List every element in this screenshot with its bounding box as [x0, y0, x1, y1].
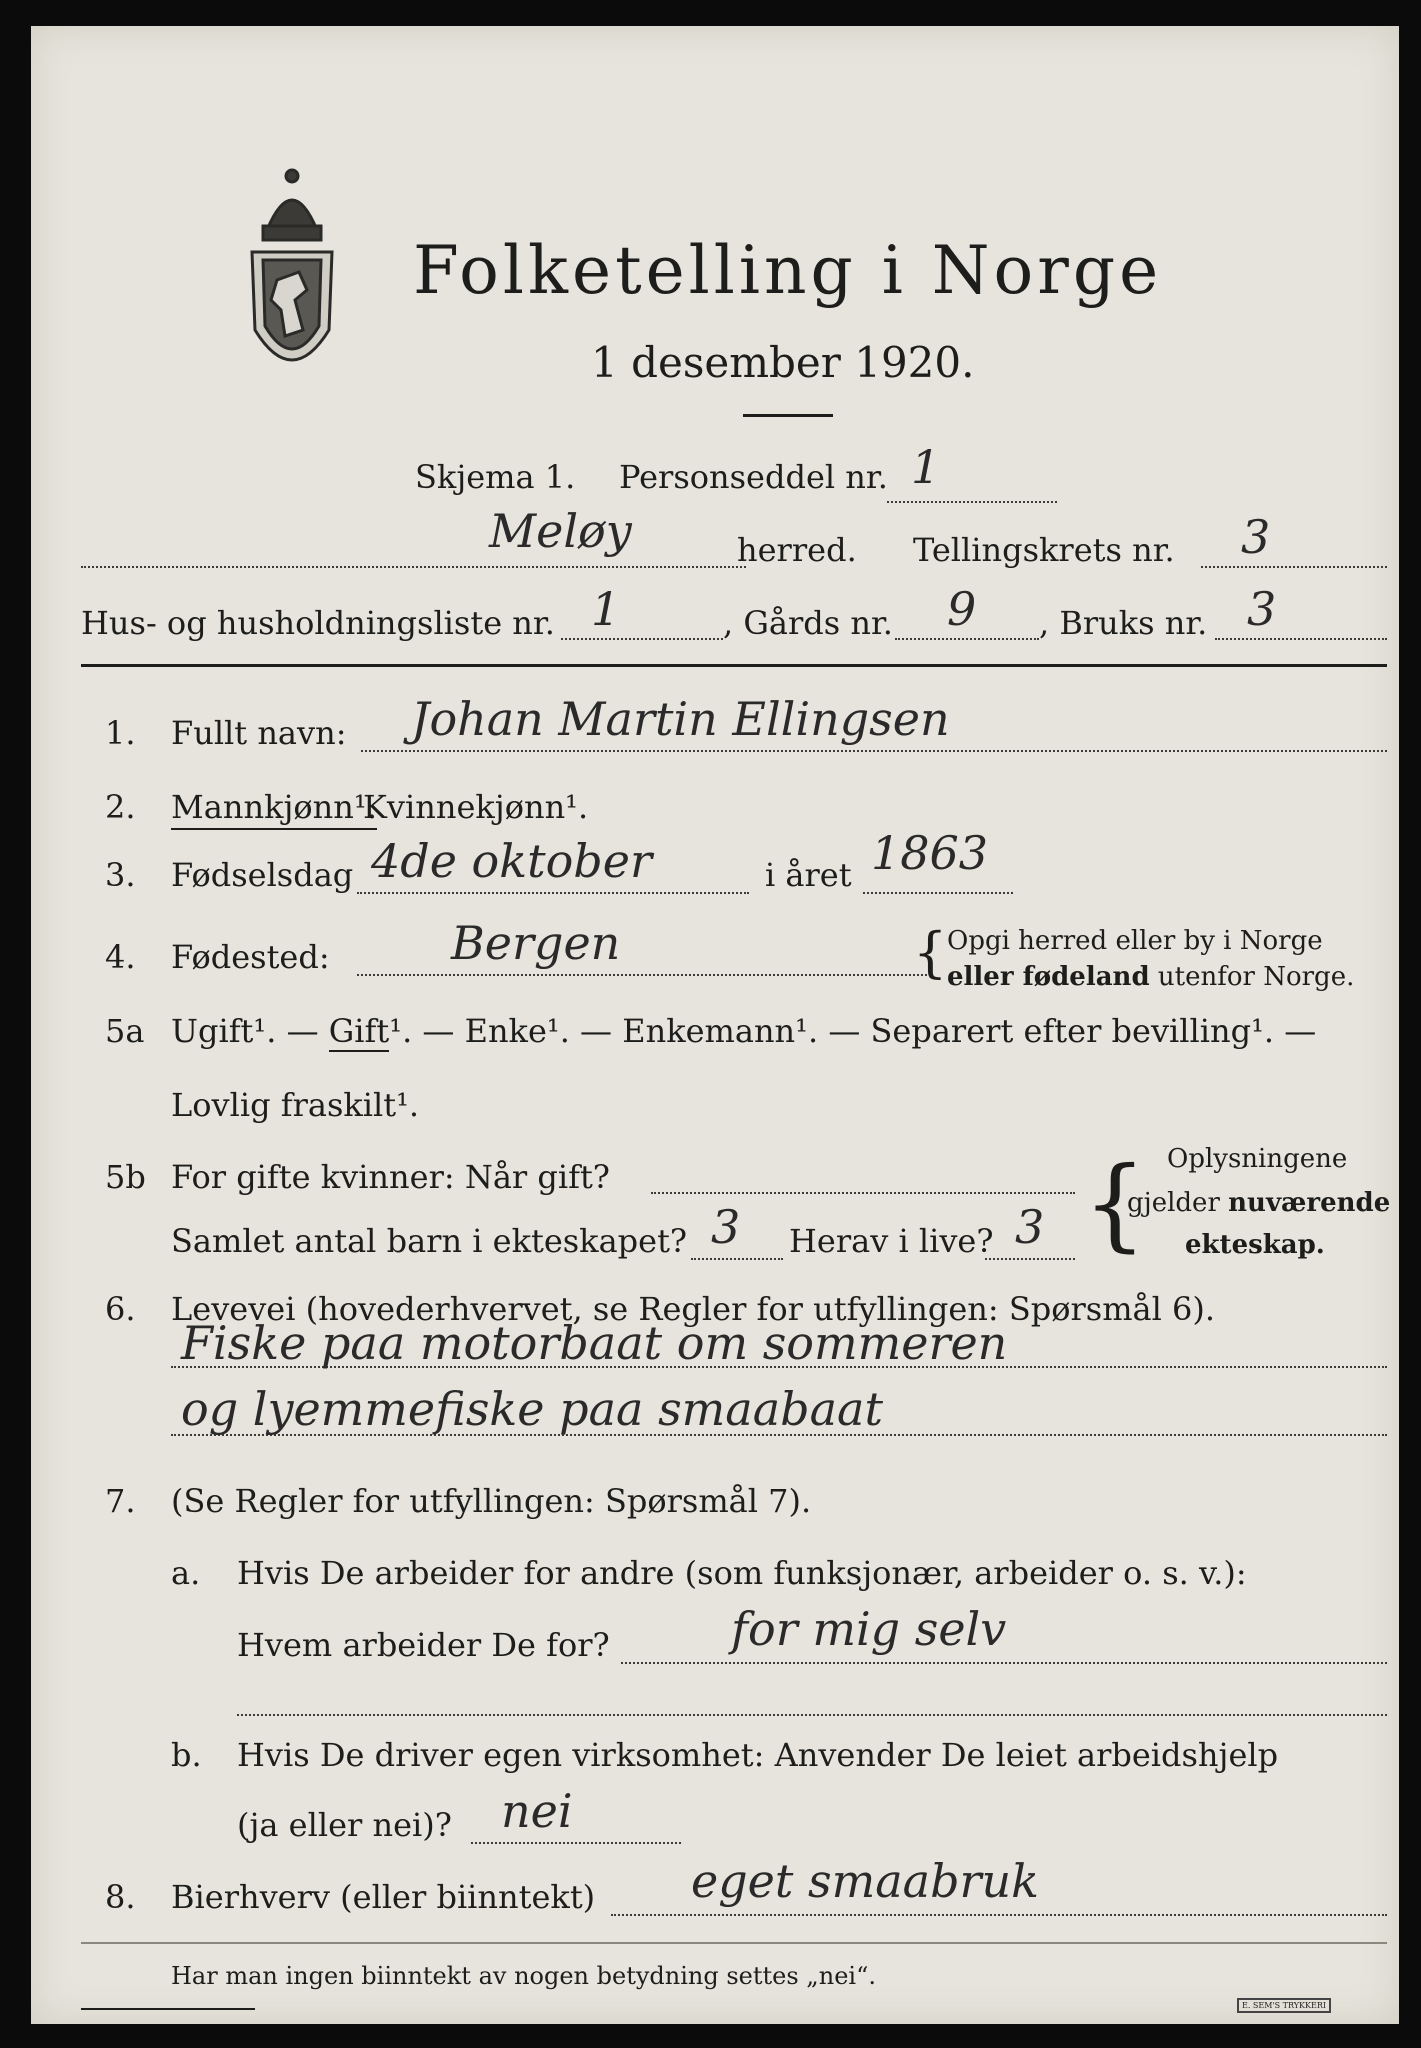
bruks-label: , Bruks nr. — [1039, 604, 1208, 642]
hired-help-value: nei — [501, 1784, 573, 1838]
q2-number: 2. — [105, 788, 136, 826]
q4-note-line2 — [947, 962, 1354, 992]
q4-note-line2-post: utenfor Norge. — [1157, 962, 1355, 992]
hired-help-field[interactable] — [471, 1842, 681, 1844]
tellingskrets-label: Tellingskrets nr. — [913, 531, 1175, 569]
q4-note-brace: { — [913, 921, 948, 984]
q7-number: 7. — [105, 1482, 136, 1520]
q8-divider — [81, 1942, 1387, 1944]
status-unmarried-option[interactable]: Ugift¹. — — [171, 1012, 319, 1050]
q5b-children-label: Samlet antal barn i ekteskapet? — [171, 1222, 688, 1260]
q7b-label: Hvis De driver egen virksomhet: Anvender De leiet arbeidshjelp — [237, 1736, 1279, 1774]
q5b-note-line2 — [1127, 1188, 1390, 1218]
birth-year-value: 1863 — [871, 826, 989, 880]
form-title: Folketelling i Norge — [413, 232, 1163, 309]
hus-value: 1 — [591, 582, 621, 636]
hus-field[interactable] — [561, 638, 723, 640]
q7a-label: Hvis De arbeider for andre (som funksjonær, arbeider o. s. v.): — [237, 1554, 1247, 1592]
q5b-note-brace: { — [1083, 1145, 1147, 1262]
q5b-note-line3: ekteskap. — [1185, 1230, 1325, 1260]
side-income-value: eget smaabruk — [691, 1854, 1040, 1908]
gards-value: 9 — [947, 582, 977, 636]
q7a-who-label: Hvem arbeider De for? — [237, 1626, 610, 1664]
q5a-number: 5a — [105, 1012, 145, 1050]
q6-number: 6. — [105, 1290, 136, 1328]
q5b-note-line1: Oplysningene — [1167, 1144, 1348, 1174]
title-divider — [743, 414, 833, 417]
q4-label: Fødested: — [171, 938, 330, 976]
full-name-field[interactable] — [361, 750, 1387, 752]
birthplace-field[interactable] — [357, 974, 931, 976]
census-date: 1 desember 1920. — [591, 338, 975, 387]
children-field[interactable] — [691, 1258, 783, 1260]
q8-number: 8. — [105, 1878, 136, 1916]
printer-stamp: E. SEM'S TRYKKERI — [1237, 1998, 1331, 2013]
q5b-alive-label: Herav i live? — [789, 1222, 994, 1260]
q4-note-line2-pre: eller fødeland — [947, 962, 1150, 992]
sex-male-option[interactable]: Mannkjønn¹. — [171, 788, 377, 830]
q3-number: 3. — [105, 856, 136, 894]
census-form-sheet — [31, 26, 1399, 2024]
q3-year-label: i året — [765, 856, 852, 894]
full-name-value: Johan Martin Ellingsen — [411, 692, 950, 746]
q1-label: Fullt navn: — [171, 714, 347, 752]
herred-label: herred. — [737, 531, 857, 569]
alive-value: 3 — [1015, 1200, 1045, 1254]
personseddel-field[interactable] — [887, 501, 1057, 503]
q5a-rest-options[interactable]: ¹. — Enke¹. — Enkemann¹. — Separert efter bevilling¹. — — [389, 1012, 1317, 1050]
q7-label: (Se Regler for utfyllingen: Spørsmål 7). — [171, 1482, 812, 1520]
tellingskrets-field[interactable] — [1201, 566, 1387, 568]
tellingskrets-value: 3 — [1241, 510, 1271, 564]
footnote-rule — [81, 2008, 255, 2010]
birth-year-field[interactable] — [863, 892, 1013, 894]
married-when-field[interactable] — [651, 1192, 1075, 1194]
q7b-question: (ja eller nei)? — [237, 1806, 452, 1844]
q7a-letter: a. — [171, 1554, 201, 1592]
herred-field[interactable] — [81, 566, 746, 568]
employer-field[interactable] — [621, 1662, 1387, 1664]
bruks-field[interactable] — [1215, 638, 1387, 640]
personseddel-label: Personseddel nr. — [619, 458, 888, 496]
birthplace-value: Bergen — [451, 916, 621, 970]
children-value: 3 — [711, 1200, 741, 1254]
alive-field[interactable] — [985, 1258, 1075, 1260]
q4-number: 4. — [105, 938, 136, 976]
birthday-field[interactable] — [357, 892, 749, 894]
q5b-note-line2-bold: nuværende — [1228, 1188, 1391, 1218]
q8-label: Bierhverv (eller biinntekt) — [171, 1878, 596, 1916]
q7b-letter: b. — [171, 1736, 202, 1774]
status-married-option[interactable]: Gift — [328, 1012, 390, 1050]
q4-note-line1: Opgi herred eller by i Norge — [947, 926, 1323, 956]
coat-of-arms-icon — [237, 160, 347, 400]
q3-label: Fødselsdag — [171, 856, 354, 894]
side-income-field[interactable] — [611, 1914, 1387, 1916]
q6-label: Levevei (hovederhvervet, se Regler for utfyllingen: Spørsmål 6). — [171, 1290, 1216, 1328]
status-divorced-option[interactable]: Lovlig fraskilt¹. — [171, 1086, 420, 1124]
bruks-value: 3 — [1247, 582, 1277, 636]
occupation-value-line2: og lyemmefiske paa smaabaat — [181, 1382, 883, 1436]
personseddel-value: 1 — [911, 440, 941, 494]
schema-label: Skjema 1. — [415, 458, 576, 496]
employer-extra-field[interactable] — [237, 1714, 1387, 1716]
q5b-number: 5b — [105, 1158, 146, 1196]
employer-value: for mig selv — [731, 1602, 1007, 1656]
q5b-note-line2-pre: gjelder — [1127, 1188, 1220, 1218]
herred-value: Meløy — [489, 504, 632, 558]
hus-label: Hus- og husholdningsliste nr. — [81, 604, 555, 642]
gards-label: , Gårds nr. — [723, 604, 893, 642]
footer-note: Har man ingen biinntekt av nogen betydning settes „nei“. — [171, 1962, 876, 1990]
gards-field[interactable] — [895, 638, 1039, 640]
q1-number: 1. — [105, 714, 136, 752]
q5b-label: For gifte kvinner: Når gift? — [171, 1158, 610, 1196]
header-divider — [81, 664, 1387, 667]
occupation-value-line1: Fiske paa motorbaat om sommeren — [181, 1316, 1008, 1370]
q5a-line1 — [171, 1012, 1316, 1050]
sex-female-option[interactable]: Kvinnekjønn¹. — [363, 788, 589, 826]
birthday-value: 4de oktober — [371, 834, 652, 888]
